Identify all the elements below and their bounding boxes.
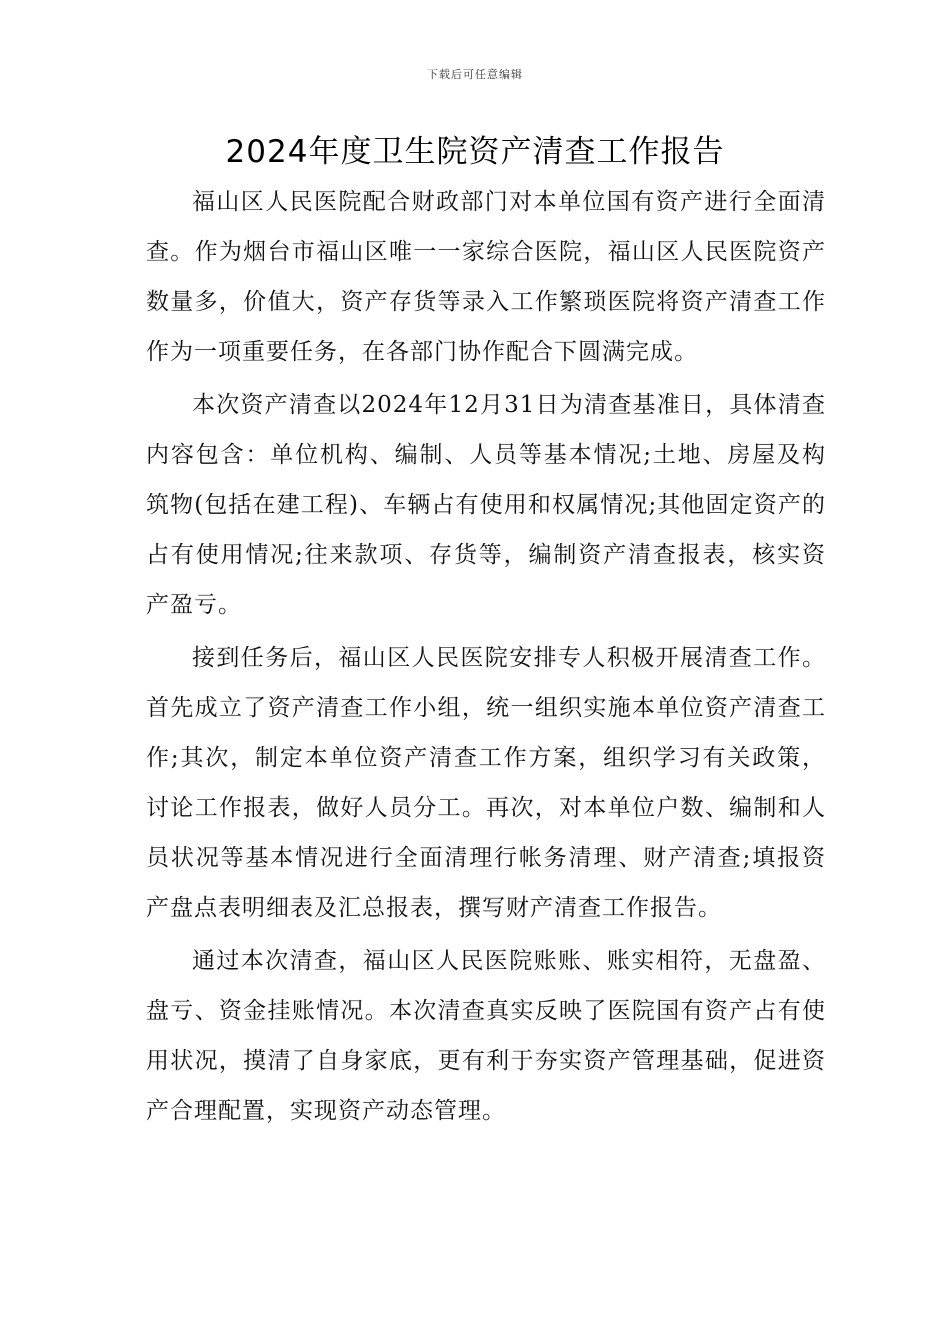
document-body: [146, 177, 826, 1136]
paragraph-4: 通过本次清查，福山区人民医院账账、账实相符，无盘盈、盘亏、资金挂账情况。本次清查真实反映了医院国有资产占有使用状况，摸清了自身家底，更有利于夯实资产管理基础，促进资产合理配置，实现资产动态管理。: [146, 948, 826, 1124]
paragraph-2: 本次资产清查以2024年12月31日为清查基准日，具体清查内容包含：单位机构、编制、人员等基本情况;土地、房屋及构筑物(包括在建工程)、车辆占有使用和权属情况;其他固定资产的占有使用情况;往来款项、存货等，编制资产清查报表，核实资产盈亏。: [146, 392, 826, 618]
header-note: 下载后可任意编辑: [427, 68, 523, 81]
page-title: 2024年度卫生院资产清查工作报告: [225, 134, 725, 170]
paragraph-3: 接到任务后，福山区人民医院安排专人积极开展清查工作。首先成立了资产清查工作小组，统一组织实施本单位资产清查工作;其次，制定本单位资产清查工作方案，组织学习有关政策，讨论工作报表，做好人员分工。再次，对本单位户数、编制和人员状况等基本情况进行全面清理行帐务清理、财产清查;填报资产盘点表明细表及汇总报表，撰写财产清查工作报告。: [146, 645, 826, 921]
paragraph-1: 福山区人民医院配合财政部门对本单位国有资产进行全面清查。作为烟台市福山区唯一一家综合医院，福山区人民医院资产数量多，价值大，资产存货等录入工作繁琐医院将资产清查工作作为一项重要任务，在各部门协作配合下圆满完成。: [146, 189, 826, 365]
